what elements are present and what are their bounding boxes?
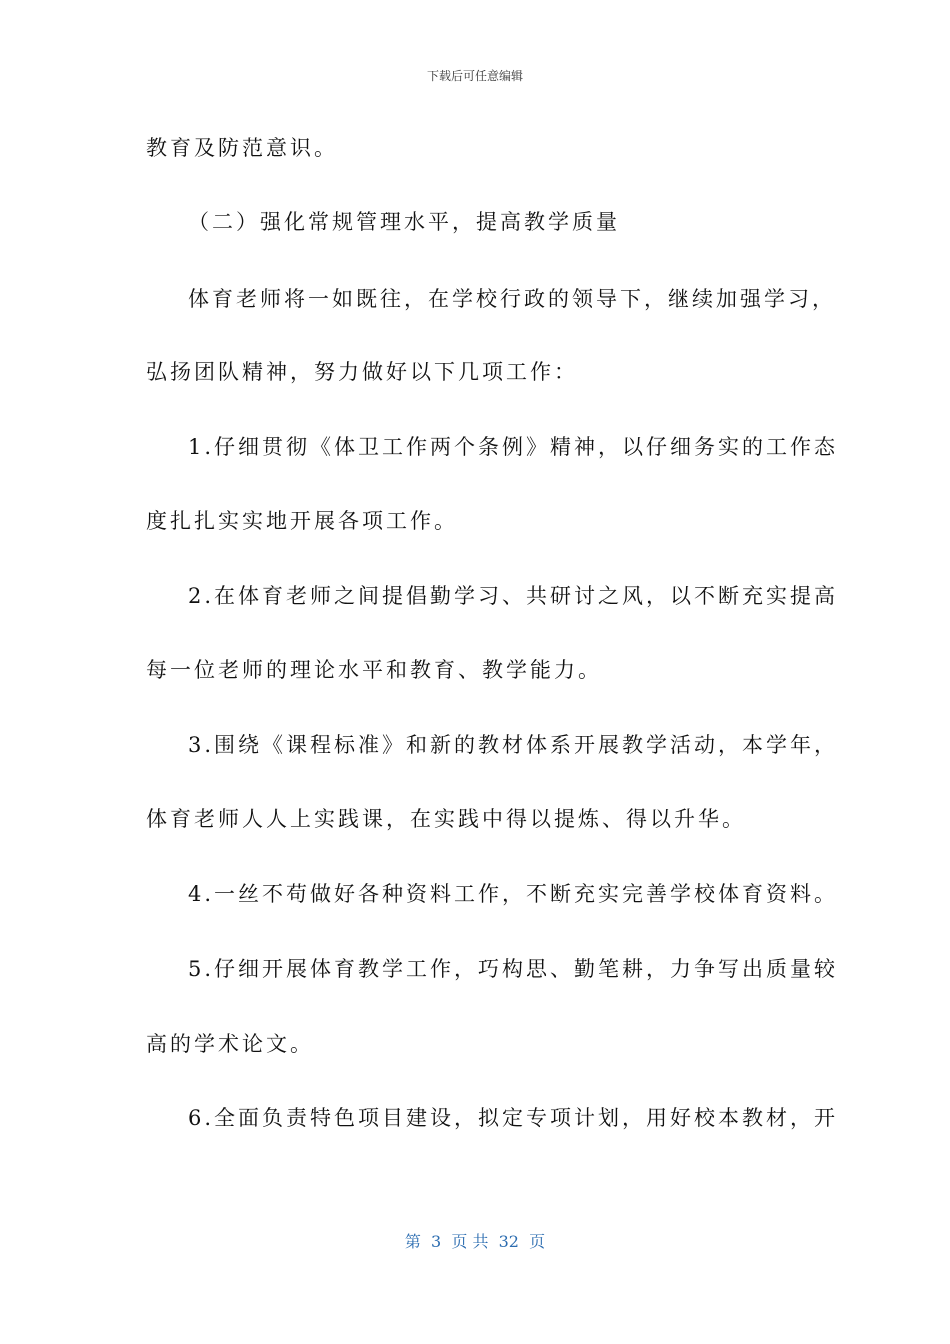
header-note: 下载后可任意编辑 <box>426 69 523 83</box>
body-line: 教育及防范意识。 <box>146 136 338 160</box>
page-number: 第 3 页 共 32 页 <box>404 1232 546 1251</box>
list-item: 3.围绕《课程标准》和新的教材体系开展教学活动，本学年， <box>188 733 839 757</box>
list-item: 2.在体育老师之间提倡勤学习、共研讨之风，以不断充实提高 <box>188 584 839 608</box>
list-item: 4.一丝不苟做好各种资料工作，不断充实完善学校体育资料。 <box>188 882 839 906</box>
body-line: 高的学术论文。 <box>146 1032 314 1056</box>
body-line: 弘扬团队精神，努力做好以下几项工作： <box>146 360 578 384</box>
list-item: 6.全面负责特色项目建设，拟定专项计划，用好校本教材，开 <box>188 1106 839 1130</box>
body-line: 体育老师人人上实践课，在实践中得以提炼、得以升华。 <box>146 807 746 831</box>
section-heading: （二）强化常规管理水平，提高教学质量 <box>188 210 620 234</box>
list-item: 5.仔细开展体育教学工作，巧构思、勤笔耕，力争写出质量较 <box>188 957 839 981</box>
body-line: 每一位老师的理论水平和教育、教学能力。 <box>146 658 602 682</box>
list-item: 1.仔细贯彻《体卫工作两个条例》精神，以仔细务实的工作态 <box>188 435 839 459</box>
body-line: 体育老师将一如既往，在学校行政的领导下，继续加强学习， <box>188 287 836 311</box>
body-line: 度扎扎实实地开展各项工作。 <box>146 509 458 533</box>
